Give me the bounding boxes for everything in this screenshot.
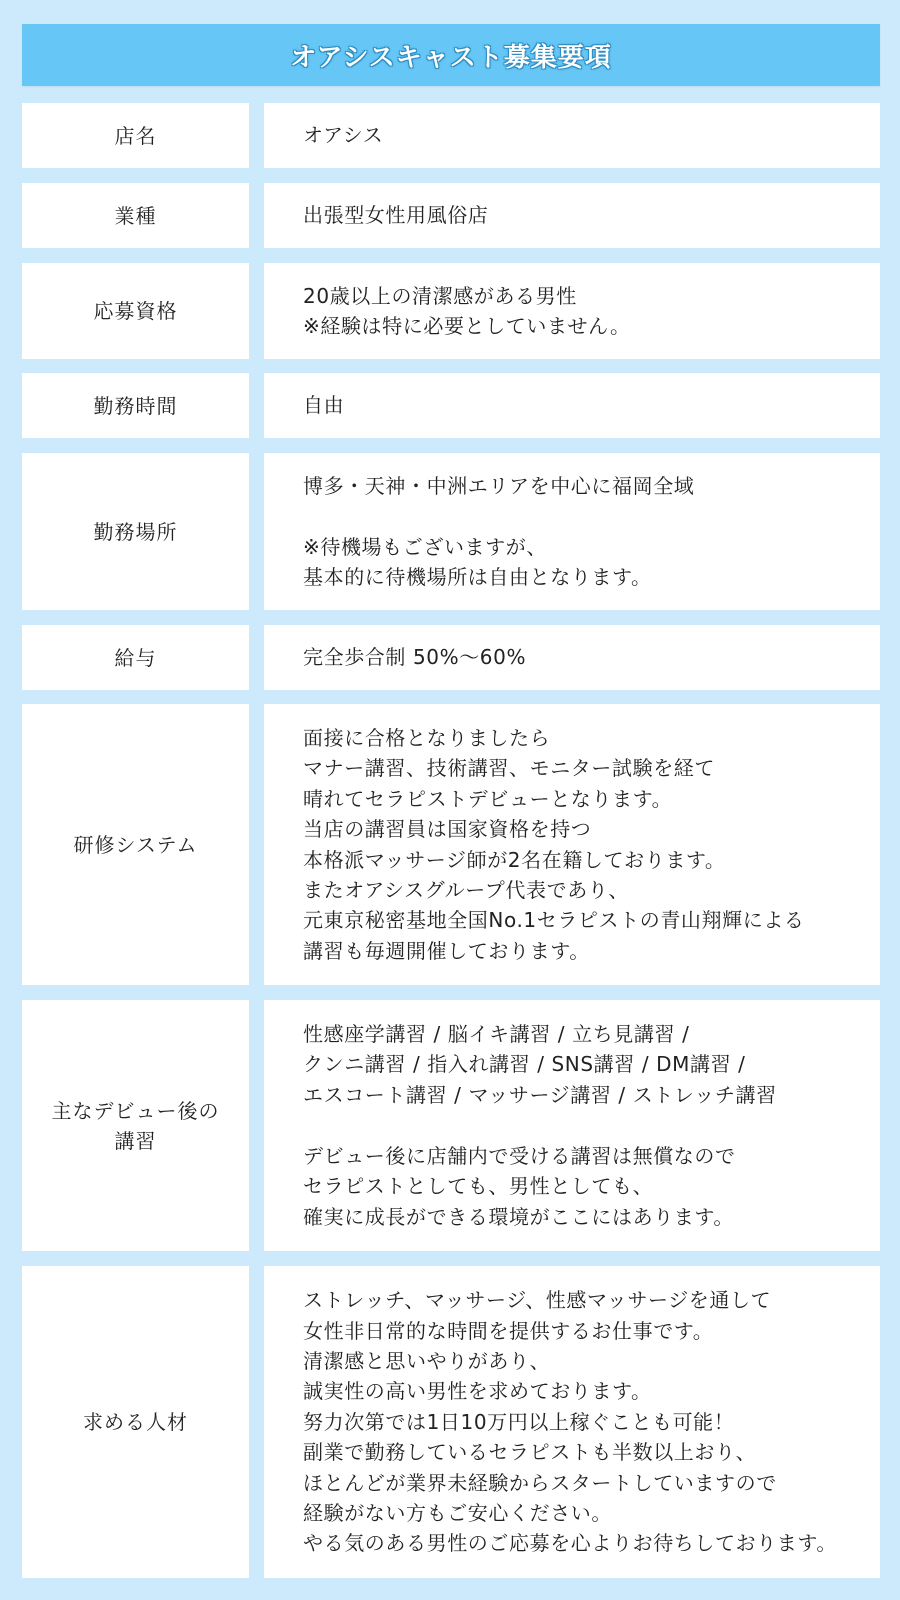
row-value-cell: [264, 453, 880, 610]
row-value: 面接に合格となりましたら マナー講習、技術講習、モニター試験を経て 晴れてセラピストデビューとなります。 当店の講習員は国家資格を持つ 本格派マッサージ師が2名在籍しております。 またオアシスグループ代表であり、 元東京秘密基地全国No.1セラピストの青山翔輝による 講習も毎週開催しております。: [303, 725, 805, 963]
row-label-cell: [22, 453, 249, 610]
row-value-cell: [264, 183, 880, 248]
row-label-cell: [22, 103, 249, 168]
row-value-cell: [264, 1000, 880, 1251]
row-label-cell: [22, 373, 249, 438]
row-work-location: [22, 453, 880, 610]
row-value-cell: [264, 704, 880, 985]
row-value: 完全歩合制 50%〜60%: [303, 645, 527, 670]
row-value: オアシス: [303, 123, 384, 148]
row-label: 求める人材: [83, 1410, 188, 1434]
row-label: 主なデビュー後の 講習: [51, 1098, 220, 1153]
row-qualifications: [22, 263, 880, 359]
row-training-system: [22, 704, 880, 985]
row-shop-name: [22, 103, 880, 168]
header-banner: [22, 24, 880, 86]
row-label: 勤務場所: [93, 519, 178, 544]
row-value-cell: [264, 103, 880, 168]
row-value: 出張型女性用風俗店: [303, 203, 489, 228]
row-value-cell: [264, 1266, 880, 1578]
row-label: 勤務時間: [93, 393, 178, 418]
row-label-cell: [22, 183, 249, 248]
row-label: 給与: [114, 645, 157, 670]
row-value: 博多・天神・中洲エリアを中心に福岡全域 ※待機場もございますが、 基本的に待機場所は自由となります。: [303, 473, 695, 589]
row-label-cell: [22, 263, 249, 359]
row-label-cell: [22, 1000, 249, 1251]
row-value-cell: [264, 625, 880, 690]
row-label: 応募資格: [93, 299, 178, 323]
row-label: 業種: [114, 203, 157, 228]
row-salary: [22, 625, 880, 690]
row-post-debut-training: [22, 1000, 880, 1251]
row-business-type: [22, 183, 880, 248]
row-value: 性感座学講習 / 脳イキ講習 / 立ち見講習 / クンニ講習 / 指入れ講習 / SNS講習 / DM講習 / エスコート講習 / マッサージ講習 / ストレッチ講習 デビュー後に店舗内で受ける講習は無償なので セラピストとしても、男性としても、 確実に成長ができる環境がここにはあります。: [303, 1022, 777, 1229]
row-label: 店名: [114, 123, 157, 148]
row-desired-candidates: [22, 1266, 880, 1578]
row-label: 研修システム: [73, 832, 198, 857]
row-value-cell: [264, 263, 880, 359]
row-label-cell: [22, 625, 249, 690]
row-working-hours: [22, 373, 880, 438]
row-value: 20歳以上の清潔感がある男性 ※経験は特に必要としていません。: [303, 283, 631, 338]
row-label-cell: [22, 704, 249, 985]
row-value: ストレッチ、マッサージ、性感マッサージを通して 女性非日常的な時間を提供するお仕事です。 清潔感と思いやりがあり、 誠実性の高い男性を求めております。 努力次第では1日10万円以上稼ぐことも可能！ 副業で勤務しているセラピストも半数以上おり、 ほとんどが業界未経験からスタートしていますので 経験がない方もご安心ください。 やる気のある男性のご応募を心よりお待ちしております。: [303, 1288, 837, 1556]
row-label-cell: [22, 1266, 249, 1578]
row-value: 自由: [303, 393, 345, 418]
page-title: オアシスキャスト募集要項: [290, 42, 612, 73]
row-value-cell: [264, 373, 880, 438]
